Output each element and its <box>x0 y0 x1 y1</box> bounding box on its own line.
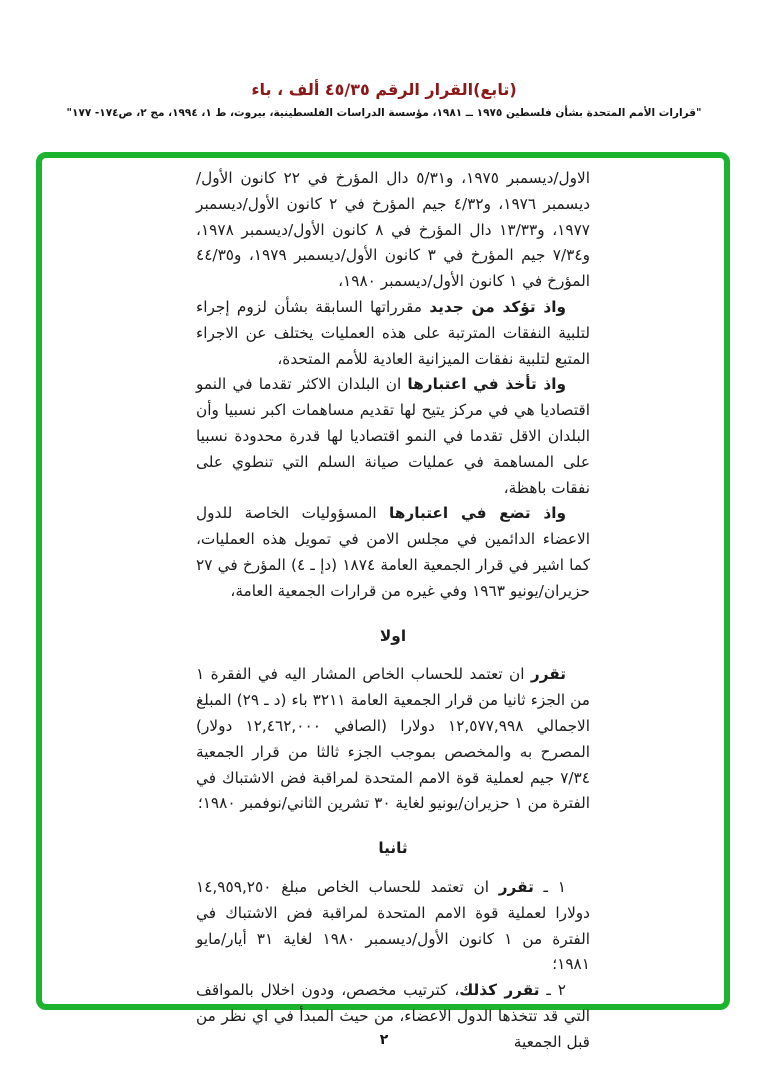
paragraph-text: المسؤوليات الخاصة للدول الاعضاء الدائمين في مجلس الامن في تمويل هذه العمليات، كما اشير في قرار الجمعية العامة ١٨٧٤ (دإ ـ ٤) المؤرخ في ٢٧ حزيران/يونيو ١٩٦٣ وفي غيره من قرارات الجمعية العامة، <box>196 504 590 600</box>
paragraph-lead: تقرر <box>530 665 566 684</box>
body-paragraph <box>196 662 590 817</box>
body-paragraph <box>196 166 590 295</box>
paragraph-text: ان تعتمد للحساب الخاص مبلغ ١٤,٩٥٩,٢٥٠ دولارا لعملية قوة الامم المتحدة لمراقبة فض الاشتباك في الفترة من ١ كانون الأول/ديسمبر ١٩٨٠ لغاية ٣١ أيار/مايو ١٩٨١؛ <box>196 877 590 974</box>
body-paragraph <box>196 372 590 501</box>
section-heading-two: ثانيا <box>378 839 408 858</box>
paragraph-prefix: ٢ ـ <box>539 981 566 1000</box>
paragraph-lead: واذ تضع في اعتبارها <box>389 504 566 523</box>
paragraph-text: ان تعتمد للحساب الخاص المشار اليه في الفقرة ١ من الجزء ثانيا من قرار الجمعية العامة ٣٢١١ باء (د ـ ٢٩) المبلغ الاجمالي ١٢,٥٧٧,٩٩٨ دولارا (الصافي ١٢,٤٦٢,٠٠٠ دولار) المصرح به والمخصص بموجب الجزء ثالثا من قرار الجمعية ٧/٣٤ جيم لعملية قوة الامم المتحدة لمراقبة فض الاشتباك في الفترة من ١ حزيران/يونيو لغاية ٣٠ تشرين الثاني/نوفمبر ١٩٨٠؛ <box>196 665 590 813</box>
paragraph-lead: واذ تأخذ في اعتبارها <box>407 375 566 394</box>
paragraph-prefix: ١ ـ <box>533 877 566 896</box>
section-heading-one: اولا <box>379 626 407 645</box>
document-title: (تابع)القرار الرقم ٤٥/٣٥ ألف ، باء <box>251 80 517 99</box>
body-paragraph <box>196 501 590 604</box>
content-frame <box>36 152 730 1051</box>
source-citation: "قرارات الأمم المتحدة بشأن فلسطين ١٩٧٥ ــ ١٩٨١، مؤسسة الدراسات الفلسطينية، بيروت، ط ١، ١٩٩٤، مج ٢، ص١٧٤- ١٧٧" <box>66 107 702 119</box>
paragraph-text: الاول/ديسمبر ١٩٧٥، و٥/٣١ دال المؤرخ في ٢٢ كانون الأول/ديسمبر ١٩٧٦، و٤/٣٢ جيم المؤرخ في ٢ كانون الأول/ديسمبر ١٩٧٧، و١٣/٣٣ دال المؤرخ في ٨ كانون الأول/ديسمبر ١٩٧٨، و٧/٣٤ جيم المؤرخ في ٣ كانون الأول/ديسمبر ١٩٧٩، و٤٤/٣٥ المؤرخ في ١ كانون الأول/ديسمبر ١٩٨٠، <box>196 169 591 291</box>
body-paragraph <box>196 875 590 978</box>
paragraph-text: ان البلدان الاكثر تقدما في النمو اقتصاديا هي في مركز يتيح لها تقديم مساهمات اكبر نسبيا وأن البلدان الاقل تقدما في النمو اقتصاديا لها قدرة محدودة نسبيا على المساهمة في عمليات صيانة السلم التي تنطوي على نفقات باهظة، <box>196 375 590 497</box>
paragraph-lead: واذ تؤكد من جديد <box>429 297 566 316</box>
paragraph-lead: تقرر كذلك <box>459 981 540 1000</box>
page-number: ٢ <box>379 1032 389 1048</box>
paragraph-lead: تقرر <box>498 877 534 896</box>
body-text-column <box>196 166 590 1056</box>
paragraph-text: مقرراتها السابقة بشأن لزوم إجراء لتلبية النفقات المترتبة على هذه العمليات يختلف عن الاجراء المتبع لتلبية نفقات الميزانية العادية للأمم المتحدة، <box>196 297 590 368</box>
body-paragraph <box>196 295 590 372</box>
paragraph-text: ، كترتيب مخصص، ودون اخلال بالمواقف التي قد تتخذها الدول الاعضاء، من حيث المبدأ في اي نظر من قبل الجمعية <box>196 981 590 1051</box>
